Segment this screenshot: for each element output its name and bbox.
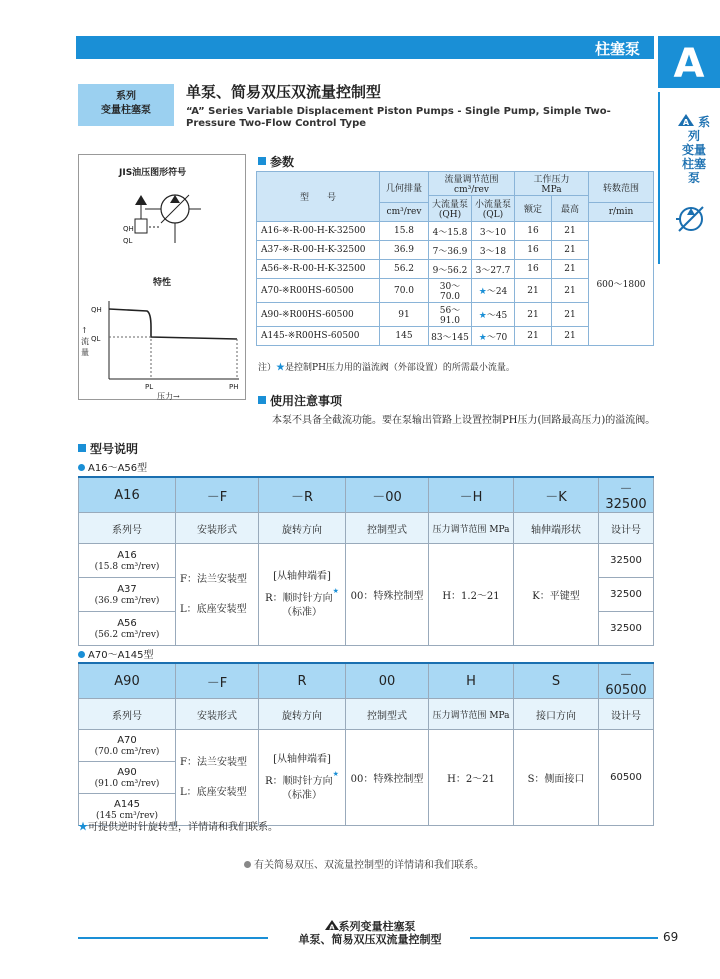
star-icon: ★ (478, 311, 487, 321)
cell-speed: 600～1800 (589, 222, 654, 346)
series-name: A16 (117, 549, 137, 561)
cell-disp: 91 (380, 303, 429, 327)
header-speed-unit: r/min (589, 203, 654, 222)
series-name: A37 (117, 583, 137, 595)
group2-label (78, 646, 154, 661)
control-cell: 00：特殊控制型 (346, 730, 429, 826)
mount-cell (176, 730, 259, 826)
series-cell (79, 544, 176, 578)
y-label-ql: QL (91, 335, 101, 343)
design-cell: 32500 (599, 612, 654, 646)
diagram-box (78, 154, 246, 400)
pressure-cell: H：1.2～21 (429, 544, 514, 646)
label-cell: 压力调节范围 MPa (429, 699, 514, 730)
star-icon: ★ (276, 363, 286, 373)
cell-rated: 16 (515, 260, 552, 279)
header-press (515, 172, 589, 196)
label-cell: 系列号 (79, 699, 176, 730)
y-axis-label: ↑ 流量 (81, 326, 89, 357)
code-cell: －60500 (599, 663, 654, 699)
footer (270, 920, 470, 946)
model-table-1 (78, 476, 654, 646)
bottom-note (244, 856, 484, 871)
mount-cell (176, 544, 259, 646)
header-disp: 几何排量 (380, 172, 429, 203)
group1-label-text: A16～A56型 (88, 463, 148, 474)
cell-max: 21 (552, 279, 589, 303)
cell-ql-value: 3～10 (479, 227, 507, 238)
series-disp: (56.2 cm³/rev) (94, 629, 160, 640)
series-disp: (91.0 cm³/rev) (94, 778, 160, 789)
code-cell: －00 (346, 477, 429, 513)
cell-model: A90-※R00HS-60500 (257, 303, 380, 327)
category-label: 柱塞泵 (594, 40, 640, 58)
header-flow-text: 流量调节范围 (444, 175, 499, 185)
label-cell: 接口方向 (514, 699, 599, 730)
mount-f: F：法兰安装型 (180, 756, 247, 768)
x-axis-text: 压力 (157, 392, 173, 401)
usage-heading (258, 392, 342, 409)
label-cell: 安装形式 (176, 513, 259, 544)
label-row (79, 699, 654, 730)
label-cell: 设计号 (599, 513, 654, 544)
usage-title: 使用注意事项 (270, 394, 343, 408)
cell-qh: 56～91.0 (429, 303, 472, 327)
cell-qh: 4～15.8 (429, 222, 472, 241)
code-cell: A90 (79, 663, 176, 699)
section-letter: A (658, 36, 720, 88)
series-cell (79, 730, 176, 762)
header-flow-qh: 大流量泵(QH) (429, 196, 472, 222)
model-title: 型号说明 (90, 442, 139, 456)
qh-symbol-label: QH (123, 225, 134, 233)
series-disp: (70.0 cm³/rev) (94, 746, 160, 757)
params-heading (258, 153, 294, 170)
label-cell: 系列号 (79, 513, 176, 544)
series-disp: (36.9 cm³/rev) (94, 595, 160, 606)
model-note (78, 818, 278, 833)
cell-qh: 7～36.9 (429, 241, 472, 260)
group2-label-text: A70～A145型 (88, 650, 154, 661)
page-title: 单泵、简易双压双流量控制型 (186, 83, 382, 101)
params-title: 参数 (270, 155, 295, 169)
rotation-line1: [从轴伸端看] (273, 570, 331, 582)
characteristic-title: 特性 (153, 278, 172, 288)
series-name: A145 (114, 798, 140, 810)
header-model: 型 号 (257, 172, 380, 222)
series-badge-line2: 变量柱塞泵 (101, 105, 151, 116)
cell-disp: 145 (380, 327, 429, 346)
svg-text:A: A (682, 118, 689, 126)
cell-rated: 21 (515, 279, 552, 303)
bottom-note-text: 有关简易双压、双流量控制型的详情请和我们联系。 (254, 860, 484, 871)
model-heading (78, 440, 138, 457)
pump-symbol-icon (676, 204, 706, 234)
cell-disp: 15.8 (380, 222, 429, 241)
cell-model: A56-※-R-00-H-K-32500 (257, 260, 380, 279)
cell-ql (472, 222, 515, 241)
page-number: 69 (663, 930, 679, 944)
y-axis-text: 流量 (81, 337, 89, 357)
series-badge-line1: 系列 (116, 91, 136, 102)
star-icon: ★ (332, 769, 339, 778)
usage-text: 本泵不具备全截流功能。要在泵输出管路上设置控制PH压力(回路最高压力)的溢流阀。 (272, 415, 656, 426)
rotation-line1: [从轴伸端看] (273, 753, 331, 765)
rotation-cell (259, 730, 346, 826)
header-press-unit: MPa (541, 185, 562, 195)
svg-text:A: A (328, 923, 335, 930)
cell-max: 21 (552, 222, 589, 241)
x-axis-label: 压力→ (157, 392, 180, 401)
cell-ql (472, 327, 515, 346)
cell-rated: 16 (515, 241, 552, 260)
label-cell: 旋转方向 (259, 513, 346, 544)
note-prefix: 注） (258, 363, 277, 373)
x-label-ph: PH (229, 383, 239, 391)
cell-max: 21 (552, 241, 589, 260)
cell-rated: 21 (515, 303, 552, 327)
code-cell: －R (259, 477, 346, 513)
x-label-pl: PL (145, 383, 154, 391)
series-cell (79, 612, 176, 646)
footer-line2: 单泵、简易双压双流量控制型 (298, 933, 442, 946)
mount-f: F：法兰安装型 (180, 573, 247, 585)
table-row (79, 544, 654, 578)
series-cell (79, 578, 176, 612)
code-cell: －K (514, 477, 599, 513)
cell-max: 21 (552, 303, 589, 327)
cell-ql (472, 303, 515, 327)
params-note (258, 360, 515, 373)
cell-ql (472, 241, 515, 260)
rotation-cell (259, 544, 346, 646)
code-row (79, 663, 654, 699)
label-cell: 控制型式 (346, 699, 429, 730)
header-press-rated: 额定 (515, 196, 552, 222)
code-cell: －F (176, 477, 259, 513)
mount-l: L：底座安装型 (180, 603, 247, 615)
cell-qh: 30～70.0 (429, 279, 472, 303)
code-cell: －H (429, 477, 514, 513)
control-cell: 00：特殊控制型 (346, 544, 429, 646)
cell-max: 21 (552, 327, 589, 346)
jis-symbol-title: JIS油压图形符号 (119, 168, 187, 178)
star-icon: ★ (332, 586, 339, 595)
cell-rated: 16 (515, 222, 552, 241)
cell-model: A70-※R00HS-60500 (257, 279, 380, 303)
cell-ql-value: ～24 (486, 287, 508, 297)
port-cell: S：侧面接口 (514, 730, 599, 826)
rotation-line3: （标准） (282, 606, 322, 618)
label-cell: 控制型式 (346, 513, 429, 544)
page-subtitle: “A” Series Variable Displacement Piston Pumps - Single Pump, Simple Two-Pressure Two-Flow Control Type (186, 106, 611, 129)
label-cell: 压力调节范围 MPa (429, 513, 514, 544)
star-icon: ★ (478, 287, 487, 297)
code-cell: －F (176, 663, 259, 699)
cell-qh: 83～145 (429, 327, 472, 346)
label-cell: 设计号 (599, 699, 654, 730)
star-icon: ★ (478, 332, 487, 343)
footer-rule-right (470, 937, 658, 939)
header-flow-unit: cm³/rev (454, 185, 489, 195)
cell-ql-value: 3～27.7 (475, 265, 511, 276)
code-cell: －32500 (599, 477, 654, 513)
label-row (79, 513, 654, 544)
label-cell: 旋转方向 (259, 699, 346, 730)
cell-ql-value: ～70 (486, 332, 508, 343)
series-name: A70 (117, 734, 137, 746)
code-cell: A16 (79, 477, 176, 513)
code-cell: R (259, 663, 346, 699)
table-row (257, 222, 654, 241)
design-cell: 32500 (599, 578, 654, 612)
header-flow (429, 172, 515, 196)
cell-ql (472, 279, 515, 303)
code-row (79, 477, 654, 513)
cell-ql (472, 260, 515, 279)
series-disp: (145 cm³/rev) (96, 810, 158, 821)
y-label-qh: QH (91, 306, 102, 314)
cell-model: A37-※-R-00-H-K-32500 (257, 241, 380, 260)
shaft-cell: K：平键型 (514, 544, 599, 646)
label-cell: 安装形式 (176, 699, 259, 730)
note-text: 是控制PH压力用的溢流阀（外部设置）的所需最小流量。 (285, 363, 515, 373)
rotation-line2: R：顺时针方向 (265, 592, 333, 604)
cell-disp: 70.0 (380, 279, 429, 303)
cell-disp: 56.2 (380, 260, 429, 279)
bullet-icon (78, 464, 85, 471)
series-name: A56 (117, 617, 137, 629)
cell-ql-value: ～45 (486, 311, 508, 321)
footer-rule-left (78, 937, 268, 939)
side-tab-line2: 变量柱塞泵 (681, 143, 706, 185)
label-cell: 轴伸端形状 (514, 513, 599, 544)
rotation-line3: （标准） (282, 789, 322, 801)
cell-disp: 36.9 (380, 241, 429, 260)
header-press-text: 工作压力 (533, 175, 570, 185)
side-tab (658, 92, 720, 264)
mount-l: L：底座安装型 (180, 786, 247, 798)
cell-qh: 9～56.2 (429, 260, 472, 279)
header-speed: 转数范围 (589, 172, 654, 203)
bullet-icon (244, 861, 251, 868)
design-cell: 60500 (599, 730, 654, 826)
cell-ql-value: 3～18 (479, 246, 507, 257)
cell-model: A145-※R00HS-60500 (257, 327, 380, 346)
series-logo-icon (325, 920, 339, 930)
code-cell: H (429, 663, 514, 699)
series-disp: (15.8 cm³/rev) (94, 561, 160, 572)
footer-line1: 系列变量柱塞泵 (338, 920, 416, 933)
model-table-2 (78, 662, 654, 826)
model-note-text: 可提供逆时针旋转型，详情请和我们联系。 (88, 822, 278, 833)
series-badge (78, 84, 174, 126)
side-tab-line1: 系列 (687, 115, 711, 143)
pressure-cell: H：2～21 (429, 730, 514, 826)
ql-symbol-label: QL (123, 237, 133, 245)
header-disp-unit: cm³/rev (380, 203, 429, 222)
table-row (79, 730, 654, 762)
code-cell: 00 (346, 663, 429, 699)
bullet-icon (78, 651, 85, 658)
params-header-row (257, 172, 654, 196)
rotation-line2: R：顺时针方向 (265, 775, 333, 787)
series-logo-icon (678, 114, 694, 126)
header-press-max: 最高 (552, 196, 589, 222)
cell-rated: 21 (515, 327, 552, 346)
code-cell: S (514, 663, 599, 699)
series-name: A90 (117, 766, 137, 778)
params-table (256, 171, 654, 346)
characteristic-chart (89, 293, 245, 397)
header-flow-ql: 小流量泵(QL) (472, 196, 515, 222)
cell-max: 21 (552, 260, 589, 279)
design-cell: 32500 (599, 544, 654, 578)
cell-model: A16-※-R-00-H-K-32500 (257, 222, 380, 241)
top-banner (76, 36, 654, 59)
group1-label (78, 459, 147, 474)
star-icon: ★ (78, 822, 88, 833)
series-cell (79, 762, 176, 794)
